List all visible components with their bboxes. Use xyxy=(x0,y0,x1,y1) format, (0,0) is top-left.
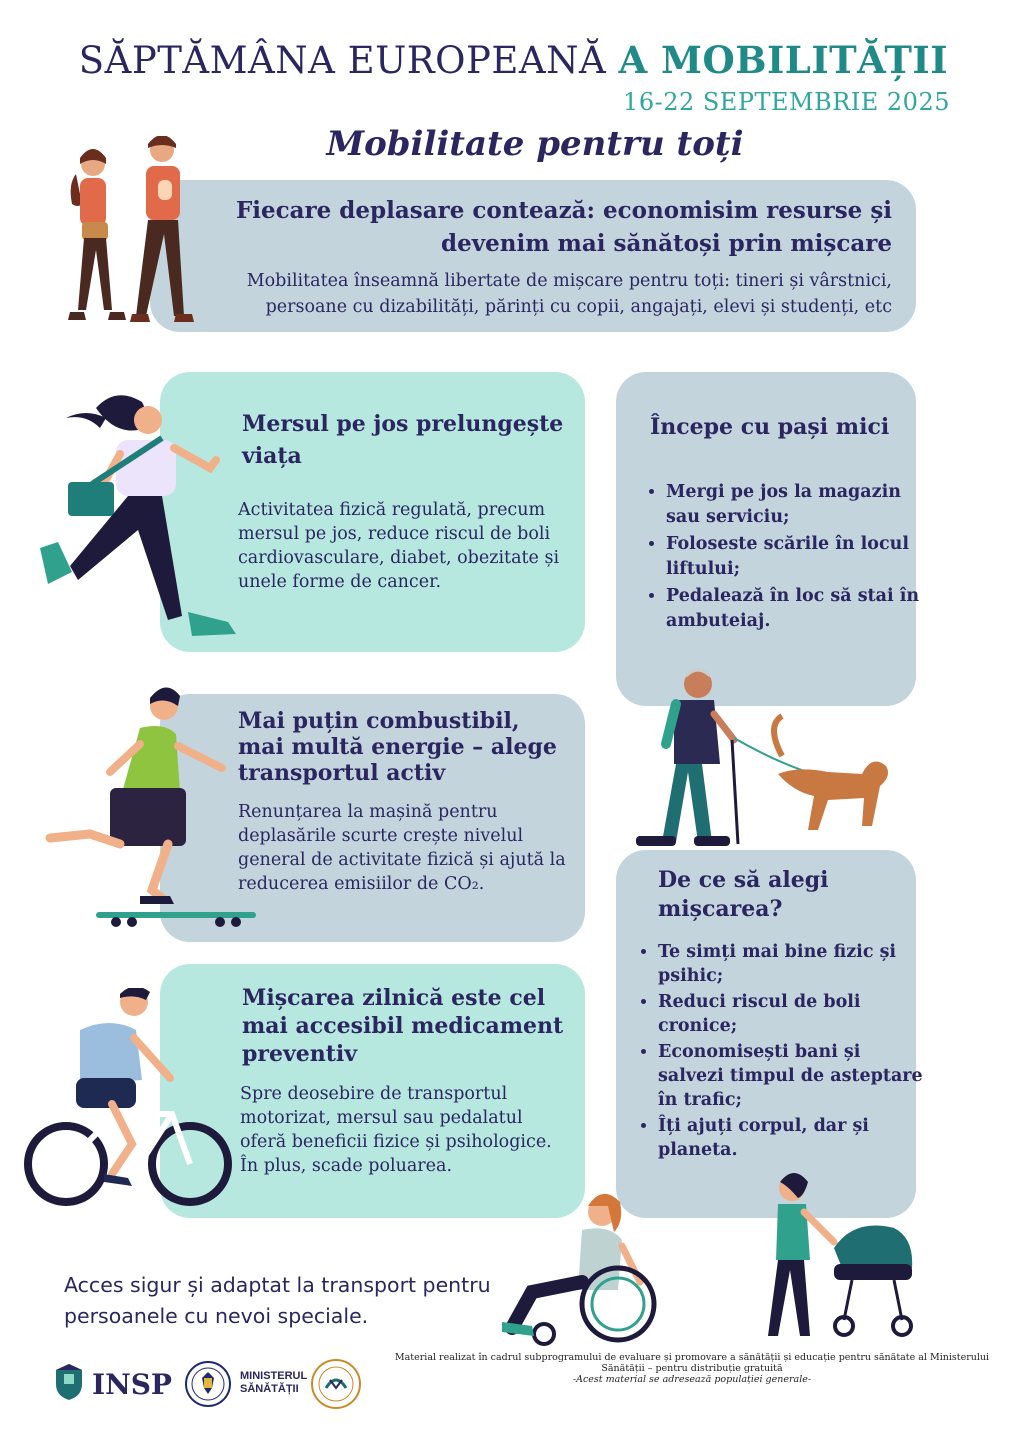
event-dates: 16-22 SEPTEMBRIE 2025 xyxy=(623,88,950,116)
health-program-seal-icon xyxy=(310,1358,362,1410)
intro-heading: Fiecare deplasare contează: economisim resurse și devenim mai sănătoși prin mișcare xyxy=(235,197,892,257)
start-small-item: • Pedalează în loc să stai în ambuteiaj. xyxy=(666,584,922,634)
why-list xyxy=(632,940,924,1164)
logo-ministry-line-1: MINISTERUL xyxy=(240,1370,308,1382)
why-item: • Te simți mai bine fizic și psihic; xyxy=(658,940,924,988)
walking-woman-illustration xyxy=(36,388,248,650)
wheelchair-user-illustration xyxy=(498,1186,668,1348)
why-item: • Economisești bani și salvezi timpul de asteptare în trafic; xyxy=(658,1040,924,1112)
start-small-heading: Începe cu pași mici xyxy=(650,414,890,440)
footer-note-main: Material realizat în cadrul subprogramului de evaluare și promovare a sănătății și educație pentru sănătate al Ministerului Sănătății – pentru distribuție gratuită xyxy=(394,1352,990,1374)
access-note: Acces sigur și adaptat la transport pentru persoanele cu nevoi speciale. xyxy=(64,1273,491,1328)
skateboarder-illustration xyxy=(40,684,262,928)
cyclist-illustration xyxy=(22,988,234,1214)
logo-ministry xyxy=(240,1370,307,1396)
logo-ministry-line-2: SĂNĂTĂȚII xyxy=(240,1383,299,1395)
logo-insp: INSP xyxy=(92,1368,172,1401)
daily-heading: Mișcarea zilnică este cel mai accesibil medicament preventiv xyxy=(242,985,564,1067)
romanian-government-seal-icon xyxy=(184,1360,232,1408)
fuel-text: Renunțarea la mașină pentru deplasările scurte crește nivelul general de activitate fizică și ajută la reducerea emisiilor de CO₂. xyxy=(238,802,566,894)
why-item: • Reduci riscul de boli cronice; xyxy=(658,990,924,1038)
man-with-dog-illustration xyxy=(628,664,898,854)
fuel-heading: Mai puțin combustibil, mai multă energie – alege transportul activ xyxy=(238,708,557,786)
title-part-2: A MOBILITĂȚII xyxy=(618,38,948,82)
title-part-1: SĂPTĂMÂNA EUROPEANĂ xyxy=(78,39,607,82)
intro-text: Mobilitatea înseamnă libertate de mișcare pentru toți: tineri și vârstnici, persoane cu dizabilități, părinți cu copii, angajați, elevi și studenți, etc xyxy=(246,271,892,317)
footer-note-audience: -Acest material se adresează populației generale- xyxy=(572,1374,812,1385)
walking-text: Activitatea fizică regulată, precum mersul pe jos, reduce riscul de boli cardiovasculare, diabet, obezitate și unele forme de cancer. xyxy=(238,500,560,592)
footer-note xyxy=(372,1352,1012,1385)
walking-couple-illustration xyxy=(58,136,208,342)
subtitle: Mobilitate pentru toți xyxy=(326,124,744,164)
woman-with-stroller-illustration xyxy=(754,1168,920,1348)
daily-text: Spre deosebire de transportul motorizat, mersul sau pedalatul oferă beneficii fizice și psihologice. În plus, scade poluarea. xyxy=(240,1084,552,1176)
why-heading: De ce să alegi mișcarea? xyxy=(658,867,829,922)
start-small-item: • Foloseste scările în locul liftului; xyxy=(666,532,922,582)
walking-heading: Mersul pe jos prelungește viața xyxy=(242,411,564,469)
insp-shield-icon xyxy=(54,1362,84,1402)
start-small-list xyxy=(640,480,922,636)
why-item: • Îți ajuți corpul, dar și planeta. xyxy=(658,1114,924,1162)
page-title xyxy=(0,38,948,82)
start-small-item: • Mergi pe jos la magazin sau serviciu; xyxy=(666,480,922,530)
